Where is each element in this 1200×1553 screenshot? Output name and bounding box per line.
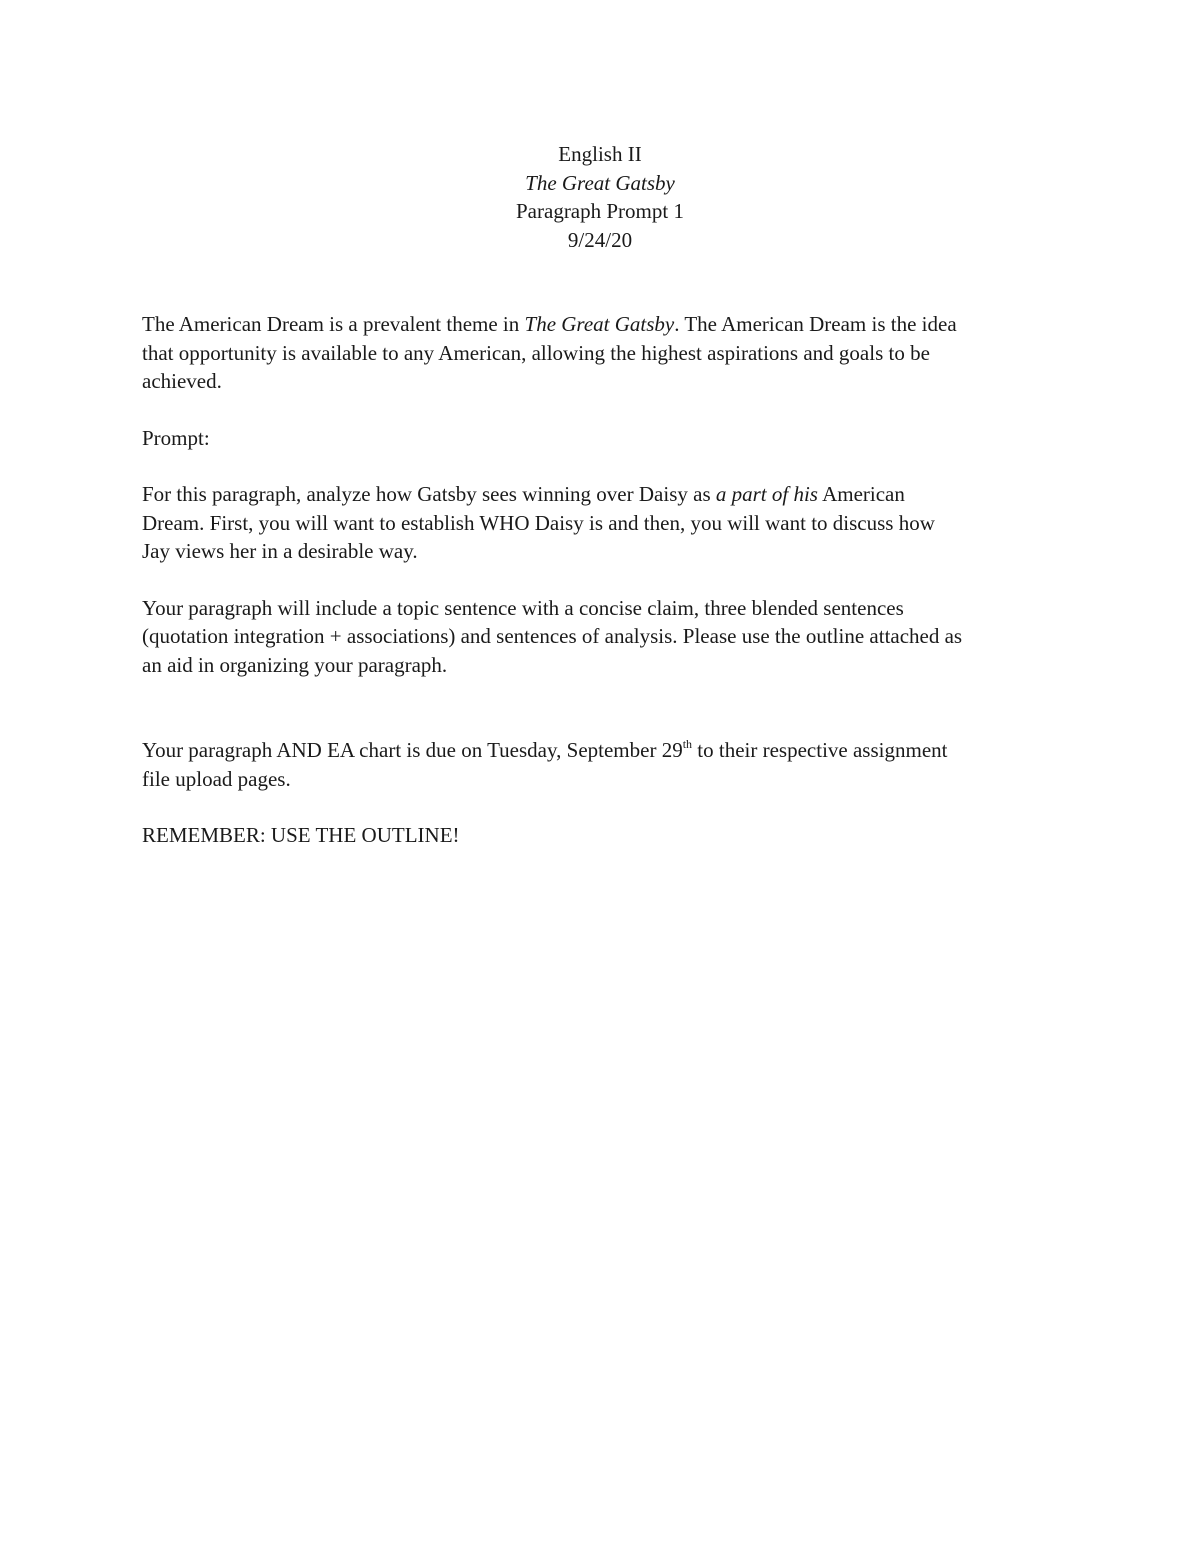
instruction-text-end: American Dream. First, you will want to establish WHO Daisy is and then, you will want to discuss how Jay views her in a desirable way. bbox=[142, 482, 935, 563]
intro-text-end: . The American Dream is the idea that opportunity is available to any American, allowing the highest aspirations and goals to be achieved. bbox=[142, 312, 957, 393]
intro-paragraph bbox=[142, 310, 1072, 396]
instruction-paragraph bbox=[142, 480, 1072, 566]
due-date-paragraph bbox=[142, 736, 1072, 793]
due-superscript: th bbox=[682, 737, 693, 751]
intro-text-start: The American Dream is a prevalent theme in bbox=[142, 312, 525, 336]
assignment-date: 9/24/20 bbox=[567, 227, 633, 252]
document-body bbox=[142, 310, 1072, 850]
book-title: The Great Gatsby bbox=[525, 170, 675, 195]
assignment-title: Paragraph Prompt 1 bbox=[516, 199, 684, 223]
requirements-paragraph: Your paragraph will include a topic sentence with a concise claim, three blended sentences (quotation integration + associations) and sentences of analysis. Please use the outline attached as an aid in organizing your paragraph. bbox=[142, 595, 963, 677]
due-text-start: Your paragraph AND EA chart is due on Tuesday, September 29 bbox=[142, 738, 683, 762]
prompt-label: Prompt: bbox=[142, 425, 210, 450]
intro-book-title: The Great Gatsby bbox=[524, 312, 675, 336]
instruction-emphasis: a part of his bbox=[715, 482, 818, 506]
course-title: English II bbox=[558, 142, 642, 166]
document-header bbox=[0, 140, 1200, 254]
instruction-text-start: For this paragraph, analyze how Gatsby sees winning over Daisy as bbox=[142, 482, 716, 506]
reminder-text: REMEMBER: USE THE OUTLINE! bbox=[142, 823, 460, 847]
due-text-end: to their respective assignment file upload pages. bbox=[142, 738, 948, 791]
